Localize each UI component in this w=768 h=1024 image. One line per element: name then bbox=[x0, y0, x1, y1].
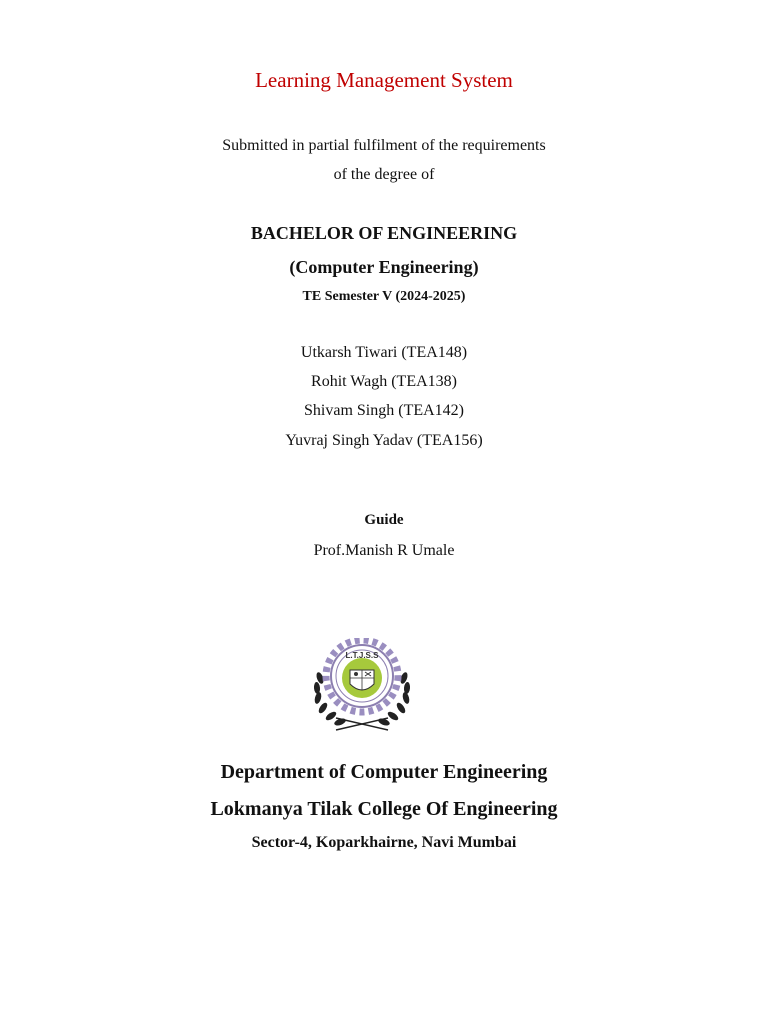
student-name: Yuvraj Singh Yadav (TEA156) bbox=[285, 432, 483, 449]
department-name: Department of Computer Engineering bbox=[220, 761, 548, 783]
degree-branch: (Computer Engineering) bbox=[289, 257, 479, 277]
submission-line-1: Submitted in partial fulfilment of the requirements bbox=[222, 137, 546, 154]
degree-name: BACHELOR OF ENGINEERING bbox=[250, 223, 518, 243]
college-logo-emblem bbox=[306, 638, 418, 732]
logo-lettering: L.T.J.S.S bbox=[345, 651, 379, 660]
student-name: Utkarsh Tiwari (TEA148) bbox=[300, 344, 468, 361]
submission-line-2: of the degree of bbox=[333, 166, 435, 183]
student-name: Rohit Wagh (TEA138) bbox=[311, 373, 457, 390]
guide-name: Prof.Manish R Umale bbox=[313, 542, 455, 559]
college-logo bbox=[306, 638, 418, 732]
semester-label: TE Semester V (2024-2025) bbox=[302, 289, 466, 304]
college-name: Lokmanya Tilak College Of Engineering bbox=[210, 798, 558, 820]
guide-label: Guide bbox=[364, 512, 404, 528]
student-name: Shivam Singh (TEA142) bbox=[304, 402, 464, 419]
college-address: Sector-4, Koparkhairne, Navi Mumbai bbox=[251, 834, 517, 851]
project-title: Learning Management System bbox=[255, 68, 513, 92]
